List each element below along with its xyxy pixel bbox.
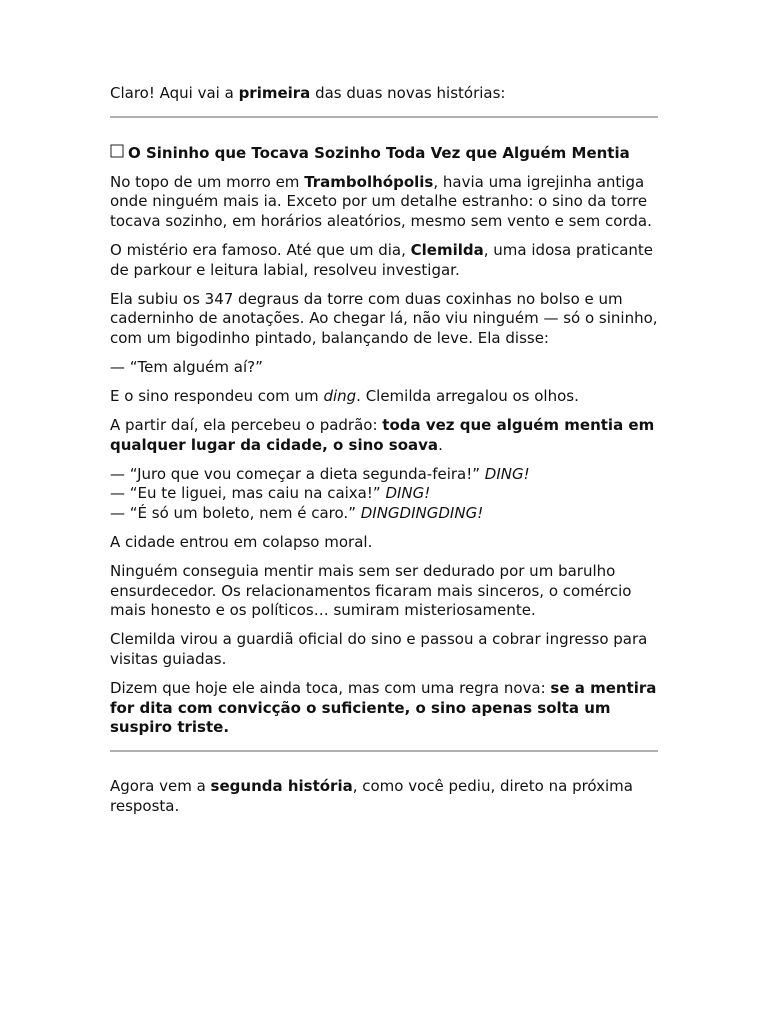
story-paragraph-10: Dizem que hoje ele ainda toca, mas com uma regra nova: se a mentira for dita com convicção o suficiente, o sino apenas solta um suspiro triste. (110, 679, 657, 737)
story-paragraph-8: Ninguém conseguia mentir mais sem ser dedurado por um barulho ensurdecedor. Os relacionamentos ficaram mais sinceros, o comércio mais honesto e os políticos… sumiram misteriosamente. (110, 562, 632, 620)
story-paragraph-3: Ela subiu os 347 degraus da torre com duas coxinhas no bolso e um caderninho de anotações. Ao chegar lá, não viu ninguém — só o sininho, com um bigodinho pintado, balançando de leve. Ela disse: (110, 289, 658, 347)
dialog-line: — “Eu te liguei, mas caiu na caixa!” DING! (110, 484, 431, 503)
story-paragraph-2: O mistério era famoso. Até que um dia, Clemilda, uma idosa praticante de parkour e leitura labial, resolveu investigar. (110, 240, 654, 279)
bell-icon (110, 144, 128, 164)
story-paragraph-5: E o sino respondeu com um ding. Clemilda arregalou os olhos. (110, 387, 579, 406)
story-paragraph-7: A cidade entrou em colapso moral. (110, 533, 373, 552)
story-paragraph-6: A partir daí, ela percebeu o padrão: toda vez que alguém mentia em qualquer lugar da cidade, o sino soava. (110, 416, 655, 454)
divider (110, 116, 658, 118)
story-paragraph-1: No topo de um morro em Trambolhópolis, havia uma igrejinha antiga onde ninguém mais ia. Exceto por um detalhe estranho: o sino da torre tocava sozinho, em horários aleatórios, mesmo sem vento e sem corda. (110, 172, 652, 230)
story-paragraph-4: — “Tem alguém aí?” (110, 357, 263, 376)
dialog-line: — “É só um boleto, nem é caro.” DINGDINGDING! (110, 504, 484, 522)
story-title: O Sininho que Tocava Sozinho Toda Vez que Alguém Mentia (110, 144, 658, 164)
divider (110, 750, 658, 752)
outro-paragraph: Agora vem a segunda história, como você pediu, direto na próxima resposta. (110, 776, 633, 815)
document-content (110, 84, 658, 826)
dialog-line: — “Juro que vou começar a dieta segunda-feira!” DING! (110, 464, 530, 483)
story-paragraph-9: Clemilda virou a guardiã oficial do sino e passou a cobrar ingresso para visitas guiadas. (110, 630, 648, 669)
intro-paragraph: Claro! Aqui vai a primeira das duas novas histórias: (110, 84, 506, 102)
dialog-lines (110, 465, 658, 524)
